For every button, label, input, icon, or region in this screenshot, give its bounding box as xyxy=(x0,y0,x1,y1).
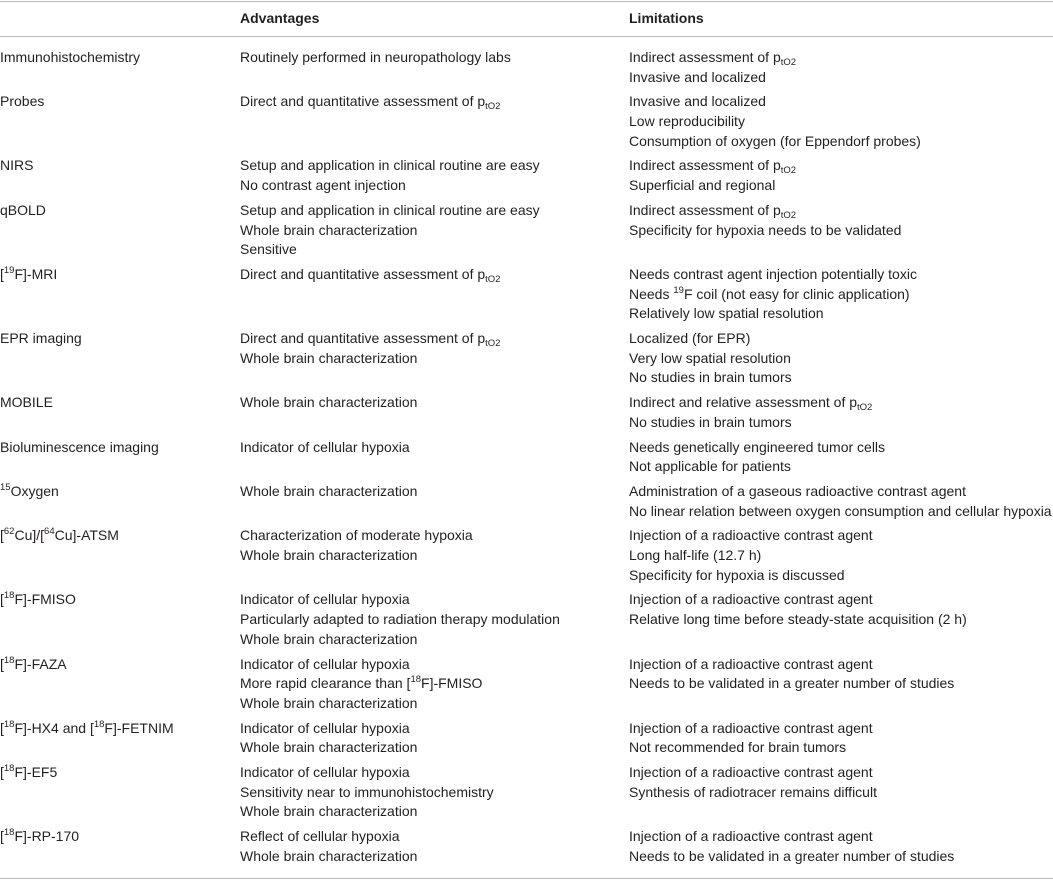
advantages-cell xyxy=(240,655,482,714)
advantage-line: Characterization of moderate hypoxia xyxy=(240,527,473,544)
limitation-line: Not recommended for brain tumors xyxy=(629,739,847,756)
limitations-cell xyxy=(629,827,954,866)
method-name: EPR imaging xyxy=(0,330,82,347)
limitation-line: Indirect assessment of $p_{tO2}$ xyxy=(629,157,797,177)
limitation-line: Relative long time before steady-state acquisition (2 h) xyxy=(629,611,967,628)
method-name: Bioluminescence imaging xyxy=(0,438,159,455)
advantage-line: More rapid clearance than [$^{18}$F]-FMISO xyxy=(240,674,483,692)
limitations-cell xyxy=(629,329,792,388)
advantage-line: Whole brain characterization xyxy=(240,349,418,366)
limitation-line: Injection of a radioactive contrast agent xyxy=(629,655,873,672)
advantage-line: Direct and quantitative assessment of $p_{tO2}$ xyxy=(240,330,501,350)
limitations-cell xyxy=(629,719,873,758)
method-cell xyxy=(0,482,59,502)
advantages-cell xyxy=(240,393,417,413)
limitations-cell xyxy=(629,156,796,195)
method-name: MOBILE xyxy=(0,394,53,411)
limitation-line: Invasive and localized xyxy=(629,93,766,110)
advantages-cell xyxy=(240,48,511,68)
table-row xyxy=(0,590,1053,654)
limitation-line: Injection of a radioactive contrast agent xyxy=(629,527,873,544)
advantage-line: Setup and application in clinical routine are easy xyxy=(240,157,540,174)
method-cell xyxy=(0,438,159,458)
method-name: [$^{18}$F]-EF5 xyxy=(0,763,58,780)
table-top-rule xyxy=(0,1,1053,2)
limitation-line: Administration of a gaseous radioactive contrast agent xyxy=(629,482,966,499)
advantages-cell xyxy=(240,156,540,195)
advantage-line: Whole brain characterization xyxy=(240,221,418,238)
header-limitations: Limitations xyxy=(629,10,704,26)
advantages-cell xyxy=(240,92,500,112)
method-cell xyxy=(0,201,46,221)
method-cell xyxy=(0,655,67,675)
method-name: qBOLD xyxy=(0,201,46,218)
limitation-line: Indirect assessment of $p_{tO2}$ xyxy=(629,201,797,221)
table-bottom-rule xyxy=(0,878,1053,879)
table-row xyxy=(0,763,1053,827)
limitation-line: Specificity for hypoxia needs to be validated xyxy=(629,221,902,238)
advantage-line: No contrast agent injection xyxy=(240,177,406,194)
advantage-line: Whole brain characterization xyxy=(240,394,418,411)
advantage-line: Whole brain characterization xyxy=(240,694,418,711)
limitations-cell xyxy=(629,590,967,629)
advantages-cell xyxy=(240,827,417,866)
limitation-line: Synthesis of radiotracer remains difficult xyxy=(629,783,877,800)
advantage-line: Indicator of cellular hypoxia xyxy=(240,591,410,608)
limitation-line: Long half-life (12.7 h) xyxy=(629,547,762,564)
method-cell xyxy=(0,265,57,285)
limitation-line: Superficial and regional xyxy=(629,177,776,194)
limitations-cell xyxy=(629,438,885,477)
limitations-cell xyxy=(629,763,877,802)
method-name: [$^{19}$F]-MRI xyxy=(0,264,58,282)
advantage-line: Whole brain characterization xyxy=(240,847,418,864)
method-cell xyxy=(0,393,53,413)
limitation-line: Indirect assessment of $p_{tO2}$ xyxy=(629,49,797,68)
method-cell xyxy=(0,719,174,739)
advantage-line: Indicator of cellular hypoxia xyxy=(240,655,410,672)
limitations-cell xyxy=(629,265,917,324)
method-cell xyxy=(0,590,76,610)
table-row xyxy=(0,827,1053,871)
header-advantages: Advantages xyxy=(240,10,320,26)
advantage-line: Setup and application in clinical routine are easy xyxy=(240,201,540,218)
method-cell xyxy=(0,156,33,176)
limitation-line: Needs $^{19}$F coil (not easy for clinic application) xyxy=(629,284,910,302)
limitations-cell xyxy=(629,655,954,694)
advantage-line: Whole brain characterization xyxy=(240,482,418,499)
method-cell xyxy=(0,763,57,783)
table-row xyxy=(0,156,1053,200)
method-cell xyxy=(0,827,79,847)
limitation-line: No studies in brain tumors xyxy=(629,369,792,386)
advantage-line: Indicator of cellular hypoxia xyxy=(240,719,410,736)
limitation-line: Injection of a radioactive contrast agent xyxy=(629,591,873,608)
table-header xyxy=(0,10,1053,30)
advantage-line: Whole brain characterization xyxy=(240,630,418,647)
advantage-line: Particularly adapted to radiation therapy modulation xyxy=(240,611,560,628)
advantage-line: Direct and quantitative assessment of $p_{tO2}$ xyxy=(240,265,501,285)
table-row xyxy=(0,329,1053,393)
limitation-line: Needs contrast agent injection potentially toxic xyxy=(629,265,917,282)
advantages-cell xyxy=(240,763,494,822)
advantage-line: Direct and quantitative assessment of $p_{tO2}$ xyxy=(240,93,501,113)
method-name: [$^{62}$Cu]/[$^{64}$Cu]-ATSM xyxy=(0,526,119,544)
limitation-line: Specificity for hypoxia is discussed xyxy=(629,566,845,583)
table-row xyxy=(0,438,1053,482)
table-row xyxy=(0,482,1053,526)
method-name: [$^{18}$F]-HX4 and [$^{18}$F]-FETNIM xyxy=(0,718,174,736)
method-name: NIRS xyxy=(0,157,34,174)
limitation-line: Injection of a radioactive contrast agent xyxy=(629,719,873,736)
limitation-line: Needs to be validated in a greater number of studies xyxy=(629,675,955,692)
advantage-line: Reflect of cellular hypoxia xyxy=(240,828,400,845)
table-row xyxy=(0,526,1053,590)
table-row xyxy=(0,92,1053,156)
advantages-cell xyxy=(240,265,500,285)
limitations-cell xyxy=(629,393,872,432)
limitation-line: No studies in brain tumors xyxy=(629,413,792,430)
limitation-line: Indirect and relative assessment of $p_{tO2}$ xyxy=(629,394,873,414)
limitation-line: Needs to be validated in a greater number of studies xyxy=(629,847,955,864)
table-row xyxy=(0,655,1053,719)
table-row xyxy=(0,265,1053,329)
method-cell xyxy=(0,526,119,546)
method-name: $^{15}$Oxygen xyxy=(0,481,59,499)
limitation-line: Invasive and localized xyxy=(629,68,766,85)
table-body xyxy=(0,48,1053,871)
limitation-line: Injection of a radioactive contrast agent xyxy=(629,828,873,845)
method-name: Probes xyxy=(0,93,45,110)
table-row xyxy=(0,48,1053,92)
limitation-line: Low reproducibility xyxy=(629,113,745,130)
advantage-line: Whole brain characterization xyxy=(240,547,418,564)
advantages-cell xyxy=(240,719,417,758)
advantages-cell xyxy=(240,201,540,260)
advantages-cell xyxy=(240,438,410,458)
header-rule xyxy=(0,36,1053,37)
method-cell xyxy=(0,329,82,349)
advantage-line: Sensitivity near to immunohistochemistry xyxy=(240,783,494,800)
limitation-line: Consumption of oxygen (for Eppendorf probes) xyxy=(629,132,921,149)
method-cell xyxy=(0,48,140,68)
advantages-cell xyxy=(240,329,500,368)
limitations-cell xyxy=(629,526,873,585)
limitation-line: Injection of a radioactive contrast agent xyxy=(629,764,873,780)
advantages-cell xyxy=(240,482,417,502)
advantage-line: Whole brain characterization xyxy=(240,739,418,756)
method-cell xyxy=(0,92,44,112)
limitations-cell xyxy=(629,92,921,151)
advantage-line: Sensitive xyxy=(240,241,297,258)
method-name: [$^{18}$F]-FAZA xyxy=(0,654,67,672)
table-row xyxy=(0,201,1053,265)
limitations-cell xyxy=(629,48,796,87)
method-name: [$^{18}$F]-FMISO xyxy=(0,590,76,608)
method-name: [$^{18}$F]-RP-170 xyxy=(0,827,80,845)
advantage-line: Whole brain characterization xyxy=(240,803,418,820)
limitation-line: Relatively low spatial resolution xyxy=(629,305,824,322)
advantage-line: Routinely performed in neuropathology labs xyxy=(240,49,511,65)
advantages-cell xyxy=(240,590,560,649)
limitation-line: Not applicable for patients xyxy=(629,458,791,475)
advantages-cell xyxy=(240,526,473,565)
limitations-cell xyxy=(629,201,901,240)
limitation-line: Localized (for EPR) xyxy=(629,330,751,347)
advantage-line: Indicator of cellular hypoxia xyxy=(240,438,410,455)
limitation-line: Very low spatial resolution xyxy=(629,349,791,366)
advantage-line: Indicator of cellular hypoxia xyxy=(240,764,410,780)
method-name: Immunohistochemistry xyxy=(0,49,141,65)
limitations-cell xyxy=(629,482,1052,521)
limitation-line: Needs genetically engineered tumor cells xyxy=(629,438,886,455)
table-row xyxy=(0,393,1053,437)
table-row xyxy=(0,719,1053,763)
limitation-line: No linear relation between oxygen consumption and cellular hypoxia xyxy=(629,502,1052,519)
